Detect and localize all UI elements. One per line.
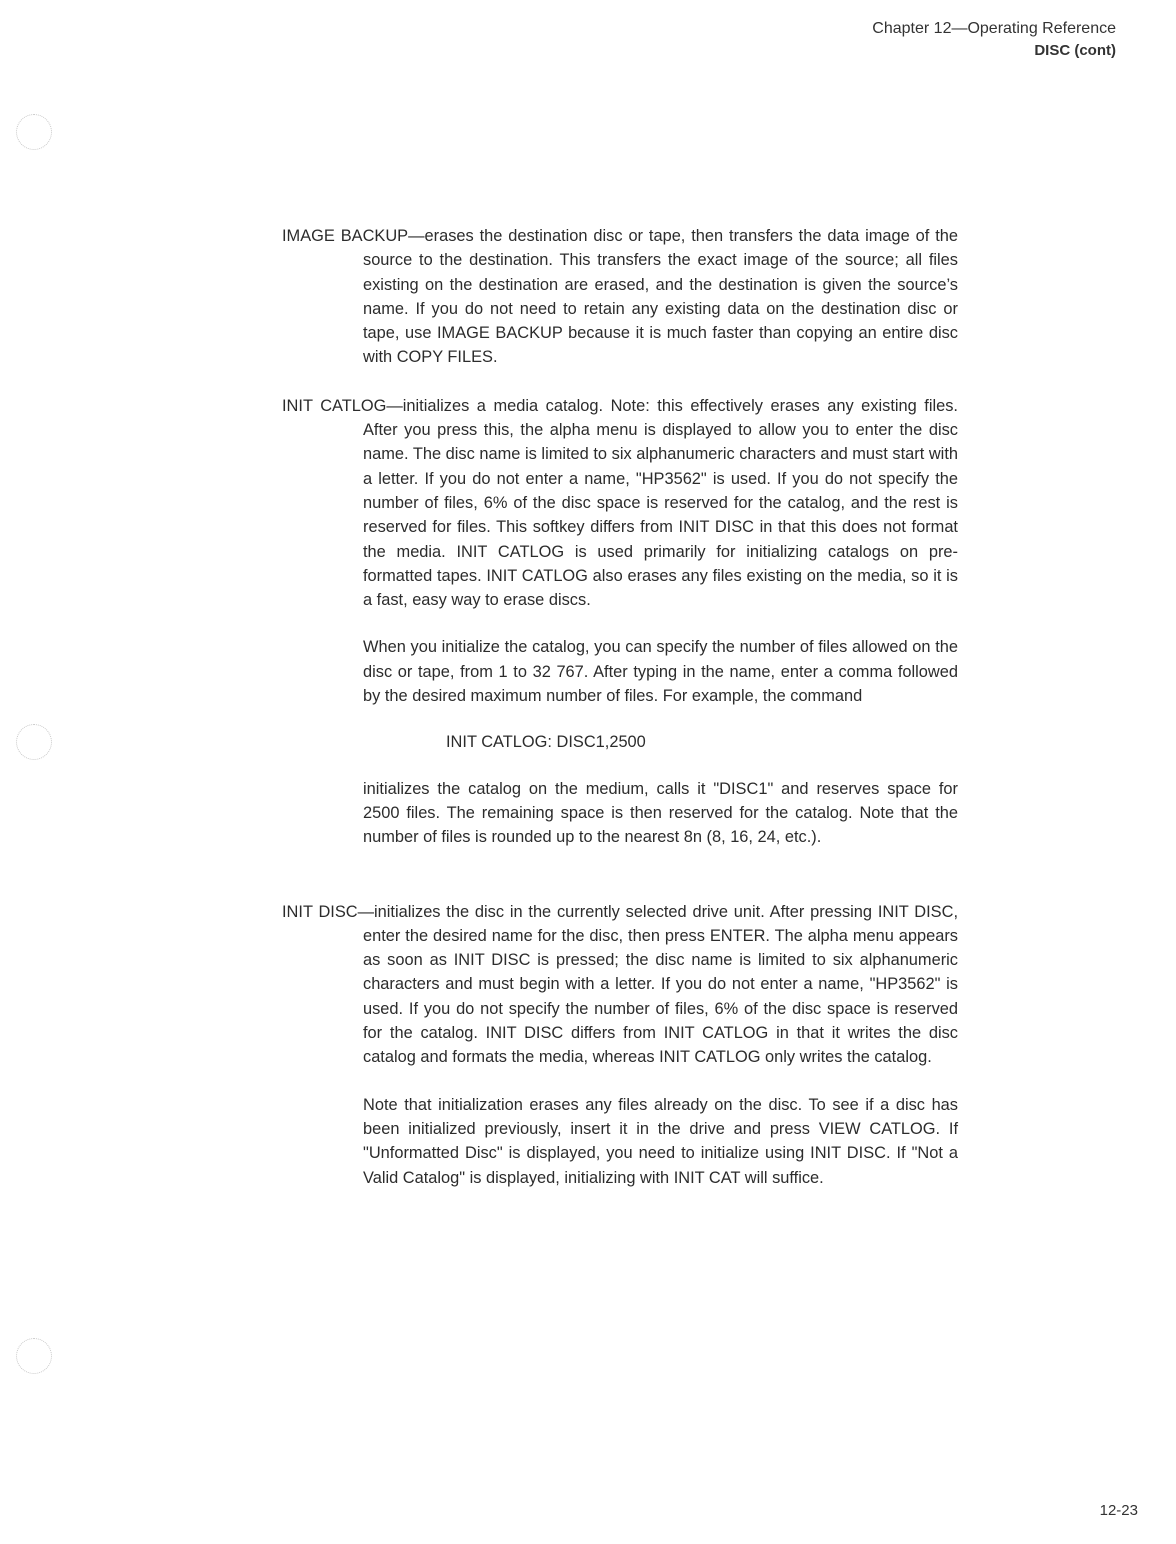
command-example: INIT CATLOG: DISC1,2500 bbox=[446, 733, 646, 752]
binder-hole-bottom bbox=[16, 1338, 52, 1374]
entry-image-backup: IMAGE BACKUP—erases the destination disc or tape, then transfers the data image of the source to the destination. This transfers the exact image of the source; all files existing on the destination are erased, and the destination is given the source’s name. If you do not need to retain any existing data on the destination disc or tape, use IMAGE BACKUP because it is much faster than copying an entire disc with COPY FILES. bbox=[282, 227, 958, 367]
binder-hole-top bbox=[16, 114, 52, 150]
init-catlog-paragraph-2: When you initialize the catalog, you can specify the number of files allowed on the disc or tape, from 1 to 32 767. After typing in the name, enter a comma followed by the desired maximum number of files. For example, the command bbox=[363, 638, 958, 706]
entry-init-disc: INIT DISC—initializes the disc in the currently selected drive unit. After pressing INIT DISC, enter the desired name for the disc, then press ENTER. The alpha menu appears as soon as INIT DISC is pressed; the disc name is limited to six alphanumeric characters and must begin with a letter. If you do not enter a name, "HP3562" is used. If you do not specify the number of files, 6% of the disc space is reserved for the catalog. INIT DISC differs from INIT CATLOG in that it writes the disc catalog and formats the media, whereas INIT CATLOG only writes the catalog. bbox=[282, 902, 958, 1067]
chapter-title: Chapter 12—Operating Reference bbox=[872, 20, 1116, 37]
page-number: 12-23 bbox=[1099, 1502, 1138, 1519]
section-title: DISC (cont) bbox=[1034, 42, 1116, 59]
entry-init-catlog: INIT CATLOG—initializes a media catalog. Note: this effectively erases any existing files. After you press this, the alpha menu is displayed to allow you to enter the disc name. The disc name is limited to six alphanumeric characters and must start with a letter. If you do not enter a name, "HP3562" is used. If you do not specify the number of files, 6% of the disc space is reserved for the catalog, and the rest is reserved for files. This softkey differs from INIT DISC in that this does not format the media. INIT CATLOG is used primarily for initializing catalogs on pre-formatted tapes. INIT CATLOG also erases any files existing on the media, so it is a fast, easy way to erase discs. bbox=[282, 396, 958, 610]
init-catlog-paragraph-3: initializes the catalog on the medium, calls it "DISC1" and reserves space for 2500 files. The remaining space is then reserved for the catalog. Note that the number of files is rounded up to the nearest 8n (8, 16, 24, etc.). bbox=[363, 779, 958, 847]
init-disc-paragraph-2: Note that initialization erases any files already on the disc. To see if a disc has been initialized previously, insert it in the drive and press VIEW CATLOG. If "Unformatted Disc" is displayed, you need to initialize using INIT DISC. If "Not a Valid Catalog" is displayed, initializing with INIT CAT will suffice. bbox=[363, 1095, 958, 1187]
running-header bbox=[872, 18, 1116, 62]
binder-hole-middle bbox=[16, 724, 52, 760]
page-body bbox=[282, 224, 958, 1190]
